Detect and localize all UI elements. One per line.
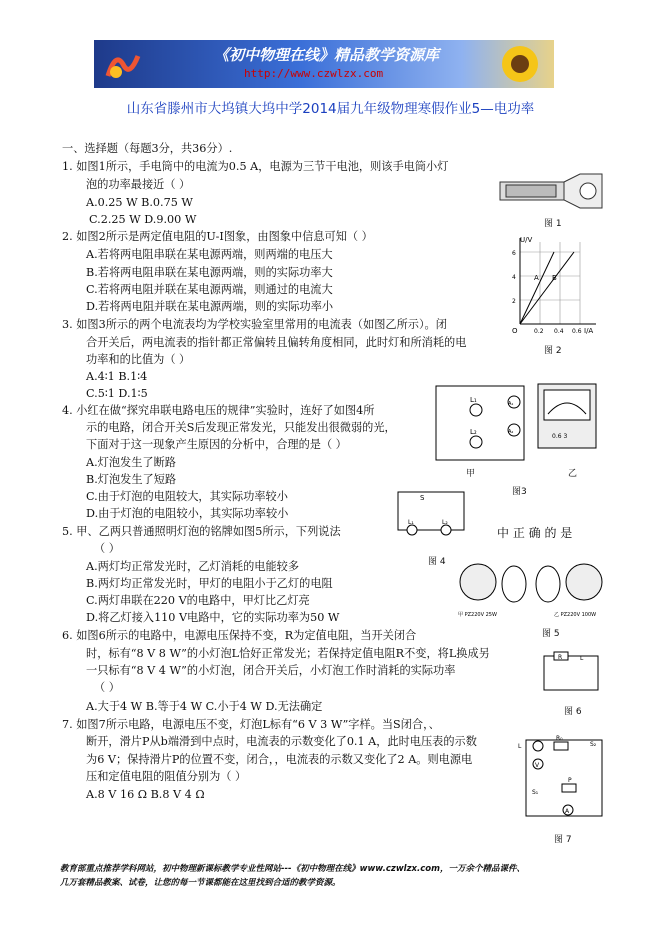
bulb-a-label: 甲 PZ220V 25W	[458, 612, 497, 618]
graph-xlabel: I/A	[584, 327, 594, 334]
graph-ytick: 2	[512, 298, 516, 305]
fig7-p: P	[568, 777, 572, 784]
line-b-label: B	[552, 274, 557, 282]
question-line: A.8 V 16 Ω B.8 V 4 Ω	[86, 788, 205, 801]
question-line: D.若将两电阻并联在某电源两端，则的实际功率小	[86, 300, 334, 313]
question-line: 压和定值电阻的阻值分别为（ ）	[86, 770, 247, 783]
caption-fig4: 图 4	[428, 557, 446, 567]
banner-url[interactable]: http://www.czwlzx.com	[244, 67, 384, 80]
section-heading: 一、选择题（每题3分，共36分）.	[62, 142, 233, 155]
question-line: 断开，滑片P从b端滑到中点时，电流表的示数变化了0.1 A，此时电压表的示数	[86, 735, 477, 748]
question-line: （ ）	[94, 681, 120, 694]
question-line: （ ）	[94, 542, 120, 555]
banner-title: 《初中物理在线》精品教学资源库	[214, 46, 440, 64]
fig7-circuit	[512, 732, 608, 822]
caption-fig6: 图 6	[564, 707, 582, 717]
question-line: A.大于4 W B.等于4 W C.小于4 W D.无法确定	[86, 700, 323, 713]
question-line: 6. 如图6所示的电路中，电源电压保持不变，R为定值电阻，当开关闭合	[62, 629, 417, 642]
fig7-s1: S₁	[532, 789, 539, 796]
question-line: A.若将两电阻串联在某电源两端，则两端的电压大	[86, 248, 333, 261]
caption-fig5: 图 5	[542, 629, 560, 639]
question-line: A.0.25 W B.0.75 W	[86, 196, 193, 209]
ui-graph-figure	[500, 234, 600, 334]
question-line: B.若将两电阻串联在某电源两端，则的实际功率大	[86, 266, 333, 279]
question-line: C.若将两电阻并联在某电源两端，则通过的电流大	[86, 283, 333, 296]
fig7-a: A	[565, 808, 570, 815]
fig6-r: R	[558, 654, 563, 661]
graph-origin: O	[512, 327, 518, 334]
question-line: 5. 甲、乙两只普通照明灯泡的铭牌如图5所示，下列说法	[62, 525, 341, 538]
footer-line: 几万套精品教案、试卷，让您的每一节课都能在这里找到合适的教学资源。	[60, 878, 341, 888]
question-line: B.两灯均正常发光时，甲灯的电阻小于乙灯的电阻	[86, 577, 333, 590]
caption-fig3: 图3	[512, 487, 527, 497]
question-line: 合开关后，两电流表的指针都正常偏转且偏转角度相同，此时灯和所消耗的电	[86, 336, 467, 349]
page-title: 山东省滕州市大坞镇大坞中学2014届九年级物理寒假作业5—电功率	[126, 101, 535, 117]
question-line: 下面对于这一现象产生原因的分析中，合理的是（ ）	[86, 438, 347, 451]
graph-ytick: 4	[512, 274, 516, 281]
line-a-label: A	[534, 274, 539, 282]
question-line: C.两灯串联在220 V的电路中，甲灯比乙灯亮	[86, 594, 310, 607]
caption-fig2: 图 2	[544, 346, 562, 356]
question-line: C.2.25 W D.9.00 W	[89, 213, 197, 226]
site-logo	[102, 46, 142, 82]
question-line: 示的电路，闭合开关S后发现正常发光，只能发出很微弱的光，	[86, 421, 396, 434]
question-line: 2. 如图2所示是两定值电阻的U-I图象，由图象中信息可知（ ）	[62, 230, 373, 243]
flashlight-figure	[498, 172, 608, 212]
question-line: 7. 如图7所示电路，电源电压不变，灯泡L标有“6 V 3 W”字样。当S闭合，、	[62, 718, 440, 731]
fig6-circuit	[540, 650, 602, 694]
fig3-l2: L₂	[470, 428, 477, 436]
question-line: 泡的功率最接近（ ）	[86, 178, 191, 191]
caption-jia: 甲	[466, 469, 476, 479]
fig7-l: L	[518, 743, 522, 750]
question-line: D.将乙灯接入110 V电路中，它的实际功率为50 W	[86, 611, 340, 624]
graph-ytick: 6	[512, 250, 516, 257]
q5-tail: 中 正 确 的 是	[497, 526, 573, 540]
question-line: 1. 如图1所示，手电筒中的电流为0.5 A，电源为三节干电池，则该手电筒小灯	[62, 160, 449, 173]
question-line: D.由于灯泡的电阻较小，其实际功率较小	[86, 507, 289, 520]
question-line: A.4∶1 B.1∶4	[86, 370, 148, 383]
question-line: C.5∶1 D.1∶5	[86, 387, 148, 400]
fig6-l: L	[580, 655, 584, 662]
fig4-l2: L₂	[442, 519, 448, 526]
question-line: A.灯泡发生了断路	[86, 456, 176, 469]
fig7-v: V	[535, 762, 540, 769]
question-line: A.两灯均正常发光时，乙灯消耗的电能较多	[86, 560, 300, 573]
sunflower-icon	[490, 42, 550, 86]
question-line: 一只标有“8 V 4 W”的小灯泡，闭合开关后，小灯泡工作时消耗的实际功率	[86, 664, 456, 677]
question-line: B.灯泡发生了短路	[86, 473, 177, 486]
graph-xtick: 0.6	[572, 328, 582, 334]
question-line: 4. 小红在做“探究串联电路电压的规律”实验时，连好了如图4所	[62, 404, 375, 417]
graph-ylabel: U/V	[520, 236, 533, 244]
fig3-a2: A₂	[508, 429, 514, 435]
fig7-s2: S₂	[590, 741, 597, 748]
question-line: 功率和的比值为（ ）	[86, 353, 191, 366]
graph-xtick: 0.4	[554, 328, 564, 334]
question-line: 时，标有“8 V 8 W”的小灯泡L恰好正常发光；若保持定值电阻R不变，将L换成另	[86, 647, 490, 660]
fig3-l1: L₁	[470, 396, 477, 404]
bulb-b-label: 乙 PZ220V 100W	[554, 612, 597, 618]
fig3-a1: A₁	[508, 401, 514, 407]
bulbs-figure	[456, 554, 606, 622]
caption-yi: 乙	[568, 469, 578, 479]
fig4-l1: L₁	[408, 519, 414, 526]
question-line: 3. 如图3所示的两个电流表均为学校实验室里常用的电流表（如图乙所示）。闭	[62, 318, 447, 331]
fig3-circuit	[430, 378, 530, 468]
site-banner	[94, 40, 554, 88]
ammeter-figure	[536, 380, 600, 454]
caption-fig1: 图 1	[544, 219, 562, 229]
fig4-circuit	[392, 486, 472, 538]
question-line: 为6 V；保持滑片P的位置不变，闭合，，电流表的示数又变化了2 A。则电源电	[86, 753, 473, 766]
fig7-r0: R₀	[556, 735, 563, 742]
fig4-s: S	[420, 494, 425, 502]
caption-fig7: 图 7	[554, 835, 572, 845]
ammeter-scale: 0.6 3	[552, 433, 568, 440]
question-line: C.由于灯泡的电阻较大，其实际功率较小	[86, 490, 288, 503]
footer-line: 教育部重点推荐学科网站，初中物理新课标教学专业性网站---《初中物理在线》www.czwlzx.com，一万余个精品课件、	[60, 864, 525, 874]
graph-xtick: 0.2	[534, 328, 544, 334]
